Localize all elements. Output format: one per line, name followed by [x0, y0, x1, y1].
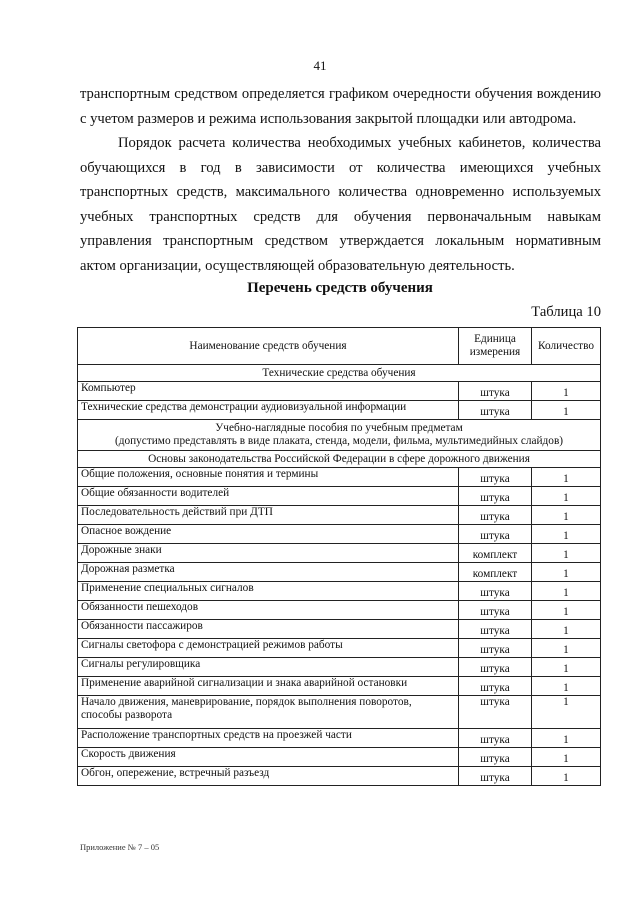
cell-unit: штука — [459, 696, 532, 729]
section-heading: Перечень средств обучения — [247, 280, 433, 296]
cell-quantity: 1 — [532, 468, 601, 487]
cell-unit: штука — [459, 620, 532, 639]
table-row — [78, 677, 601, 696]
cell-unit: штука — [459, 677, 532, 696]
page-number: 41 — [313, 58, 327, 73]
cell-name: Опасное вождение — [78, 525, 459, 544]
cell-unit: штука — [459, 748, 532, 767]
table-row — [78, 729, 601, 748]
cell-name: Дорожная разметка — [78, 563, 459, 582]
cell-unit: комплект — [459, 563, 532, 582]
cell-unit: штука — [459, 401, 532, 420]
cell-name: Дорожные знаки — [78, 544, 459, 563]
cell-unit: штука — [459, 468, 532, 487]
table-row — [78, 767, 601, 786]
cell-name: Обгон, опережение, встречный разъезд — [78, 767, 459, 786]
table-row — [78, 696, 601, 729]
header-unit: Единица измерения — [459, 328, 532, 365]
cell-quantity: 1 — [532, 544, 601, 563]
table-row — [78, 487, 601, 506]
cell-name: Общие обязанности водителей — [78, 487, 459, 506]
cell-unit: комплект — [459, 544, 532, 563]
cell-unit: штука — [459, 729, 532, 748]
page-footer: Приложение № 7 – 05 — [80, 842, 160, 852]
section-visual-aids — [78, 420, 601, 451]
cell-unit: штука — [459, 601, 532, 620]
cell-unit: штука — [459, 506, 532, 525]
section-row — [78, 451, 601, 468]
table-row — [78, 582, 601, 601]
paragraph-2: Порядок расчета количества необходимых учебных кабинетов, количества обучающихся в год в зависимости от количества имеющихся учебных транспортных средств, максимального количества одновременно используемых учебных транспортных средств для обучения первоначальным навыкам управления транспортным средством утверждается локальным нормативным актом организации, осуществляющей образовательную деятельность. — [80, 135, 601, 274]
header-quantity: Количество — [532, 328, 601, 365]
cell-name: Обязанности пешеходов — [78, 601, 459, 620]
paragraph-1: транспортным средством определяется графиком очередности обучения вождению с учетом размеров и режима использования закрытой площадки или автодрома. — [80, 86, 601, 127]
cell-name: Технические средства демонстрации аудиовизуальной информации — [78, 401, 459, 420]
cell-unit: штука — [459, 767, 532, 786]
table-row — [78, 639, 601, 658]
cell-unit: штука — [459, 525, 532, 544]
table-row — [78, 748, 601, 767]
table-row — [78, 506, 601, 525]
cell-quantity: 1 — [532, 525, 601, 544]
table-row — [78, 601, 601, 620]
cell-name: Применение специальных сигналов — [78, 582, 459, 601]
cell-unit: штука — [459, 382, 532, 401]
cell-quantity: 1 — [532, 729, 601, 748]
cell-quantity: 1 — [532, 639, 601, 658]
table-header-row — [78, 328, 601, 365]
cell-name: Начало движения, маневрирование, порядок выполнения поворотов, способы разворота — [78, 696, 459, 729]
cell-quantity: 1 — [532, 487, 601, 506]
cell-name: Обязанности пассажиров — [78, 620, 459, 639]
training-means-table — [77, 327, 601, 786]
cell-name: Компьютер — [78, 382, 459, 401]
section-visual-aids-title: Учебно-наглядные пособия по учебным предметам — [215, 422, 463, 434]
table-row — [78, 563, 601, 582]
section-technical-means: Технические средства обучения — [78, 365, 601, 382]
cell-quantity: 1 — [532, 401, 601, 420]
cell-unit: штука — [459, 582, 532, 601]
cell-quantity: 1 — [532, 748, 601, 767]
cell-quantity: 1 — [532, 658, 601, 677]
table-caption: Таблица 10 — [531, 304, 601, 320]
cell-name: Общие положения, основные понятия и термины — [78, 468, 459, 487]
table-row — [78, 468, 601, 487]
table-row — [78, 525, 601, 544]
section-legislation: Основы законодательства Российской Федерации в сфере дорожного движения — [78, 451, 601, 468]
cell-name: Последовательность действий при ДТП — [78, 506, 459, 525]
table-row — [78, 382, 601, 401]
cell-unit: штука — [459, 487, 532, 506]
cell-quantity: 1 — [532, 563, 601, 582]
cell-name: Сигналы регулировщика — [78, 658, 459, 677]
cell-quantity: 1 — [532, 601, 601, 620]
cell-quantity: 1 — [532, 767, 601, 786]
section-row — [78, 365, 601, 382]
section-row — [78, 420, 601, 451]
cell-quantity: 1 — [532, 620, 601, 639]
cell-name: Применение аварийной сигнализации и знака аварийной остановки — [78, 677, 459, 696]
table-row — [78, 544, 601, 563]
header-name: Наименование средств обучения — [78, 328, 459, 365]
cell-unit: штука — [459, 639, 532, 658]
cell-quantity: 1 — [532, 506, 601, 525]
table-row — [78, 620, 601, 639]
cell-quantity: 1 — [532, 696, 601, 729]
cell-unit: штука — [459, 658, 532, 677]
table-row — [78, 658, 601, 677]
cell-name: Сигналы светофора с демонстрацией режимов работы — [78, 639, 459, 658]
section-visual-aids-note: (допустимо представлять в виде плаката, стенда, модели, фильма, мультимедийных слайдов) — [114, 435, 564, 447]
table-row — [78, 401, 601, 420]
cell-name: Расположение транспортных средств на проезжей части — [78, 729, 459, 748]
cell-quantity: 1 — [532, 382, 601, 401]
cell-name: Скорость движения — [78, 748, 459, 767]
cell-quantity: 1 — [532, 582, 601, 601]
cell-quantity: 1 — [532, 677, 601, 696]
